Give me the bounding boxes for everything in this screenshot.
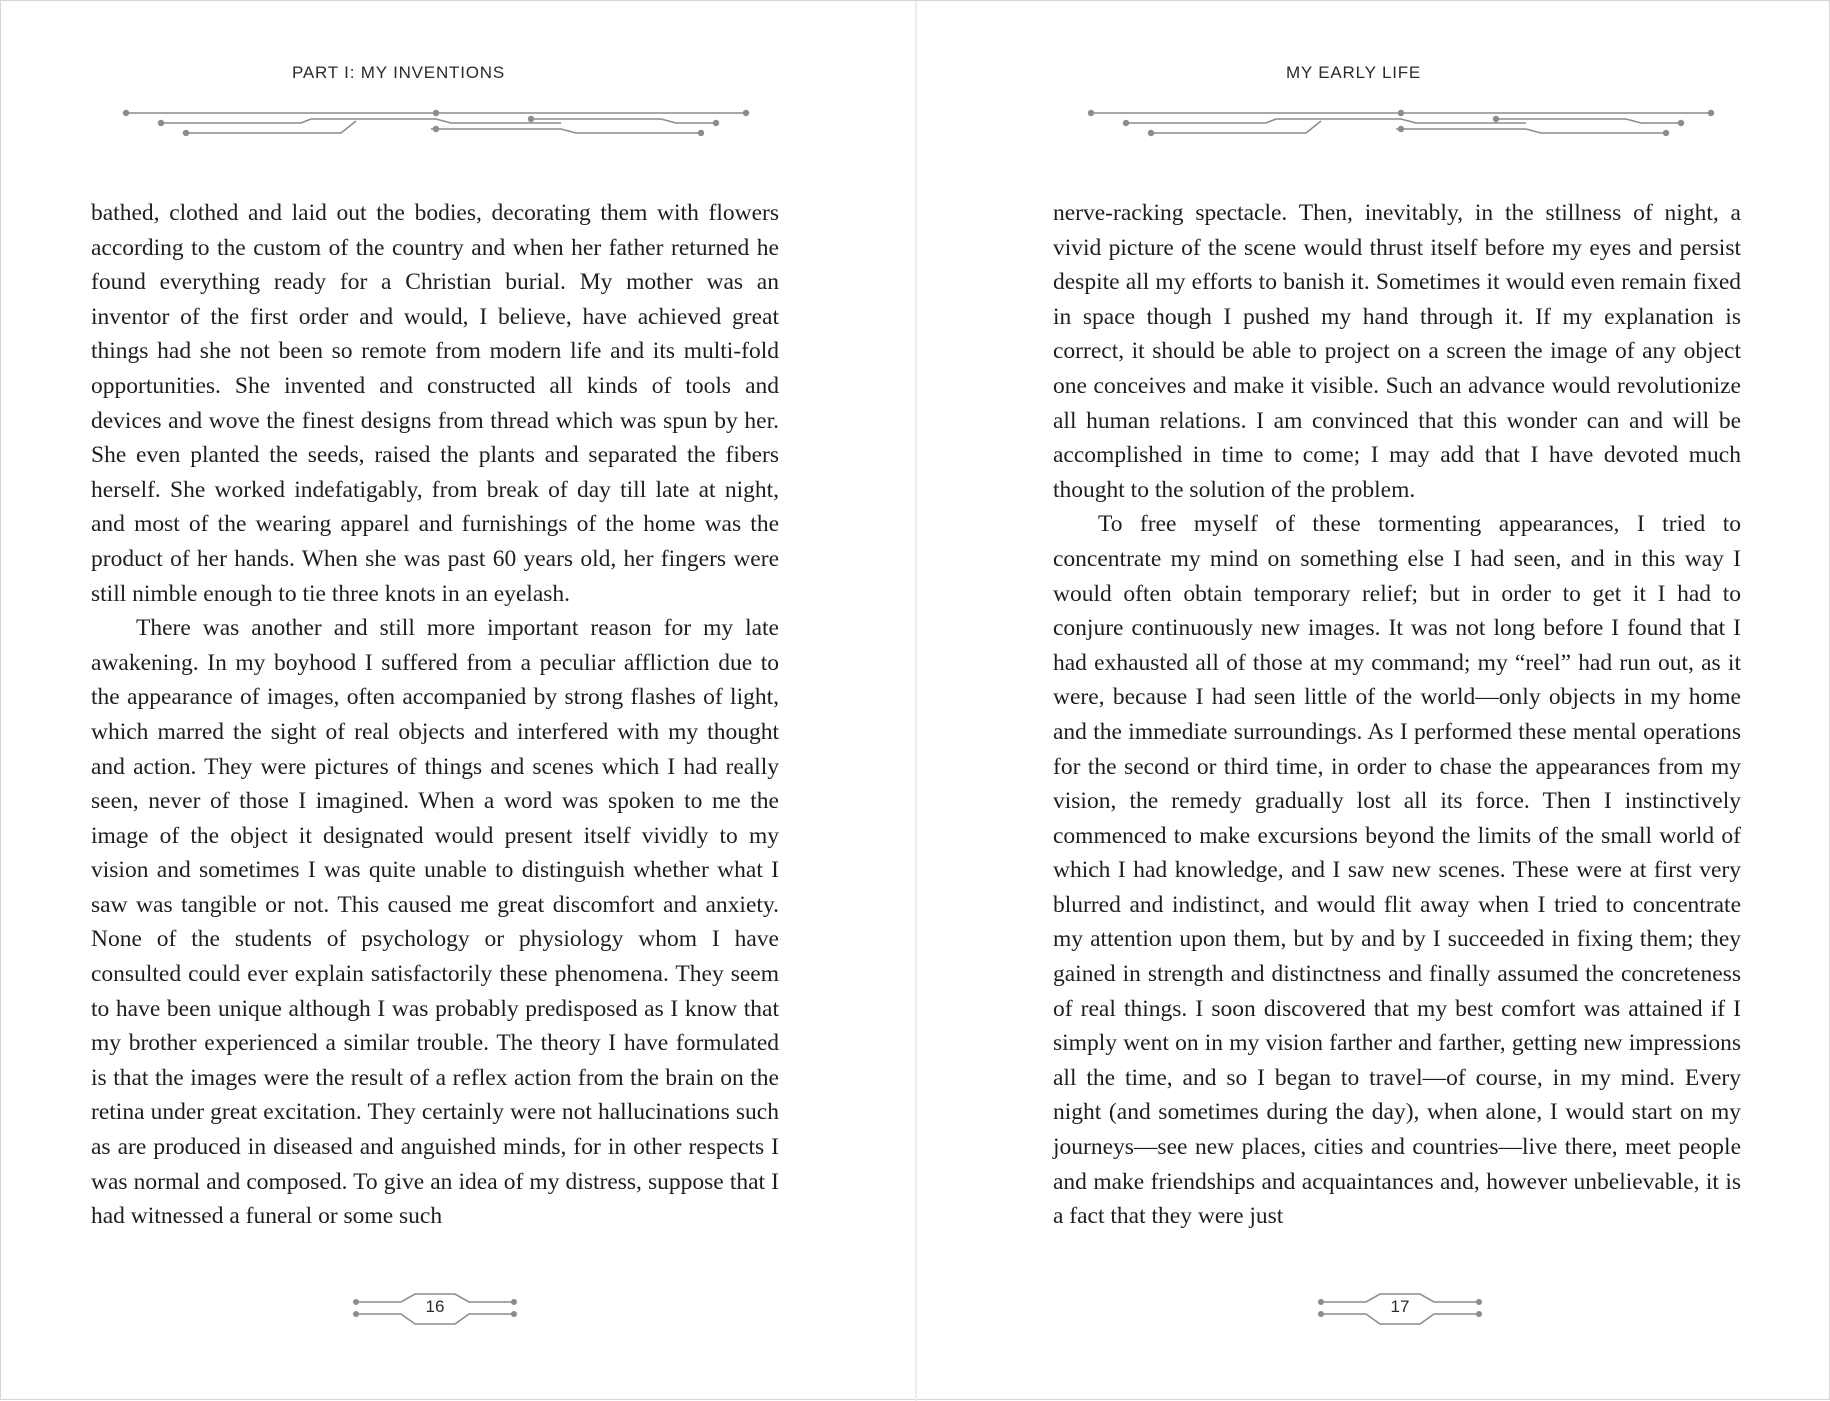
paragraph: nerve-racking spectacle. Then, inevitably, in the stillness of night, a vivid picture of the scene would thrust itself before my eyes and persist despite all my efforts to banish it. Sometimes it would even remain fixed in space though I pushed my hand through it. If my explanation is correct, it should be able to project on a screen the image of any object one conceives and make it visible. Such an advance would revolutionize all human relations. I am convinced that this wonder can and will be accomplished in time to come; I may add that I have devoted much thought to the solution of the problem. <box>1053 200 1741 503</box>
page-number: 16 <box>425 1297 445 1316</box>
page-number-right <box>1318 1291 1482 1327</box>
body-text-left <box>91 196 779 1234</box>
page-number-left <box>353 1291 517 1327</box>
running-head-left: PART I: MY INVENTIONS <box>292 63 505 82</box>
left-page <box>1 1 916 1401</box>
page-number: 17 <box>1390 1297 1410 1316</box>
paragraph: To free myself of these tormenting appearances, I tried to concentrate my mind on something else I had seen, and in this way I would often obtain temporary relief; but in order to get it I had to conjure continuously new images. It was not long before I found that I had exhausted all of those at my command; my “reel” had run out, as it were, because I had seen little of the world—only objects in my home and the immediate surroundings. As I performed these mental operations for the second or third time, in order to chase the appearances from my vision, the remedy gradually lost all its force. Then I instinctively commenced to make excursions beyond the limits of the small world of which I had knowledge, and I saw new scenes. These were at first very blurred and indistinct, and would flit away when I tried to concentrate my attention upon them, but by and by I succeeded in fixing them; they gained in strength and distinctness and finally assumed the concreteness of real things. I soon discovered that my best comfort was attained if I simply went on in my vision farther and farther, getting new impressions all the time, and so I began to travel—of course, in my mind. Every night (and sometimes during the day), when alone, I would start on my journeys—see new places, cities and countries—live there, meet people and make friendships and acquaintances and, however unbelievable, it is a fact that they were just <box>1053 511 1741 1230</box>
body-text-right <box>1053 196 1741 1234</box>
paragraph: bathed, clothed and laid out the bodies, decorating them with flowers according to the custom of the country and when her father returned he found everything ready for a Christian burial. My mother was an inventor of the first order and would, I believe, have achieved great things had she not been so remote from modern life and its multi-fold opportunities. She invented and constructed all kinds of tools and devices and wove the finest designs from thread which was spun by her. She even planted the seeds, raised the plants and separated the fibers herself. She worked indefatigably, from break of day till late at night, and most of the wearing apparel and furnishings of the home was the product of her hands. When she was past 60 years old, her fingers were still nimble enough to tie three knots in an eyelash. <box>91 200 779 607</box>
paragraph: There was another and still more important reason for my late awakening. In my boyhood I suffered from a peculiar affliction due to the appearance of images, often accompanied by strong flashes of light, which marred the sight of real objects and interfered with my thought and action. They were pictures of things and scenes which I had really seen, never of those I imagined. When a word was spoken to me the image of the object it designated would present itself vividly to my vision and sometimes I was quite unable to distinguish whether what I saw was tangible or not. This caused me great discomfort and anxiety. None of the students of psychology or physiology whom I have consulted could ever explain satisfactorily these phenomena. They seem to have been unique although I was probably predisposed as I know that my brother experienced a similar trouble. The theory I have formulated is that the images were the result of a reflex action from the brain on the retina under great excitation. They certainly were not hallucinations such as are produced in diseased and anguished minds, for in other respects I was normal and composed. To give an idea of my distress, suppose that I had witnessed a funeral or some such <box>91 615 779 1230</box>
circuit-ornament-icon <box>1086 105 1716 145</box>
right-page <box>916 1 1830 1401</box>
circuit-ornament-icon <box>121 105 751 145</box>
running-head-right: MY EARLY LIFE <box>1285 63 1422 82</box>
